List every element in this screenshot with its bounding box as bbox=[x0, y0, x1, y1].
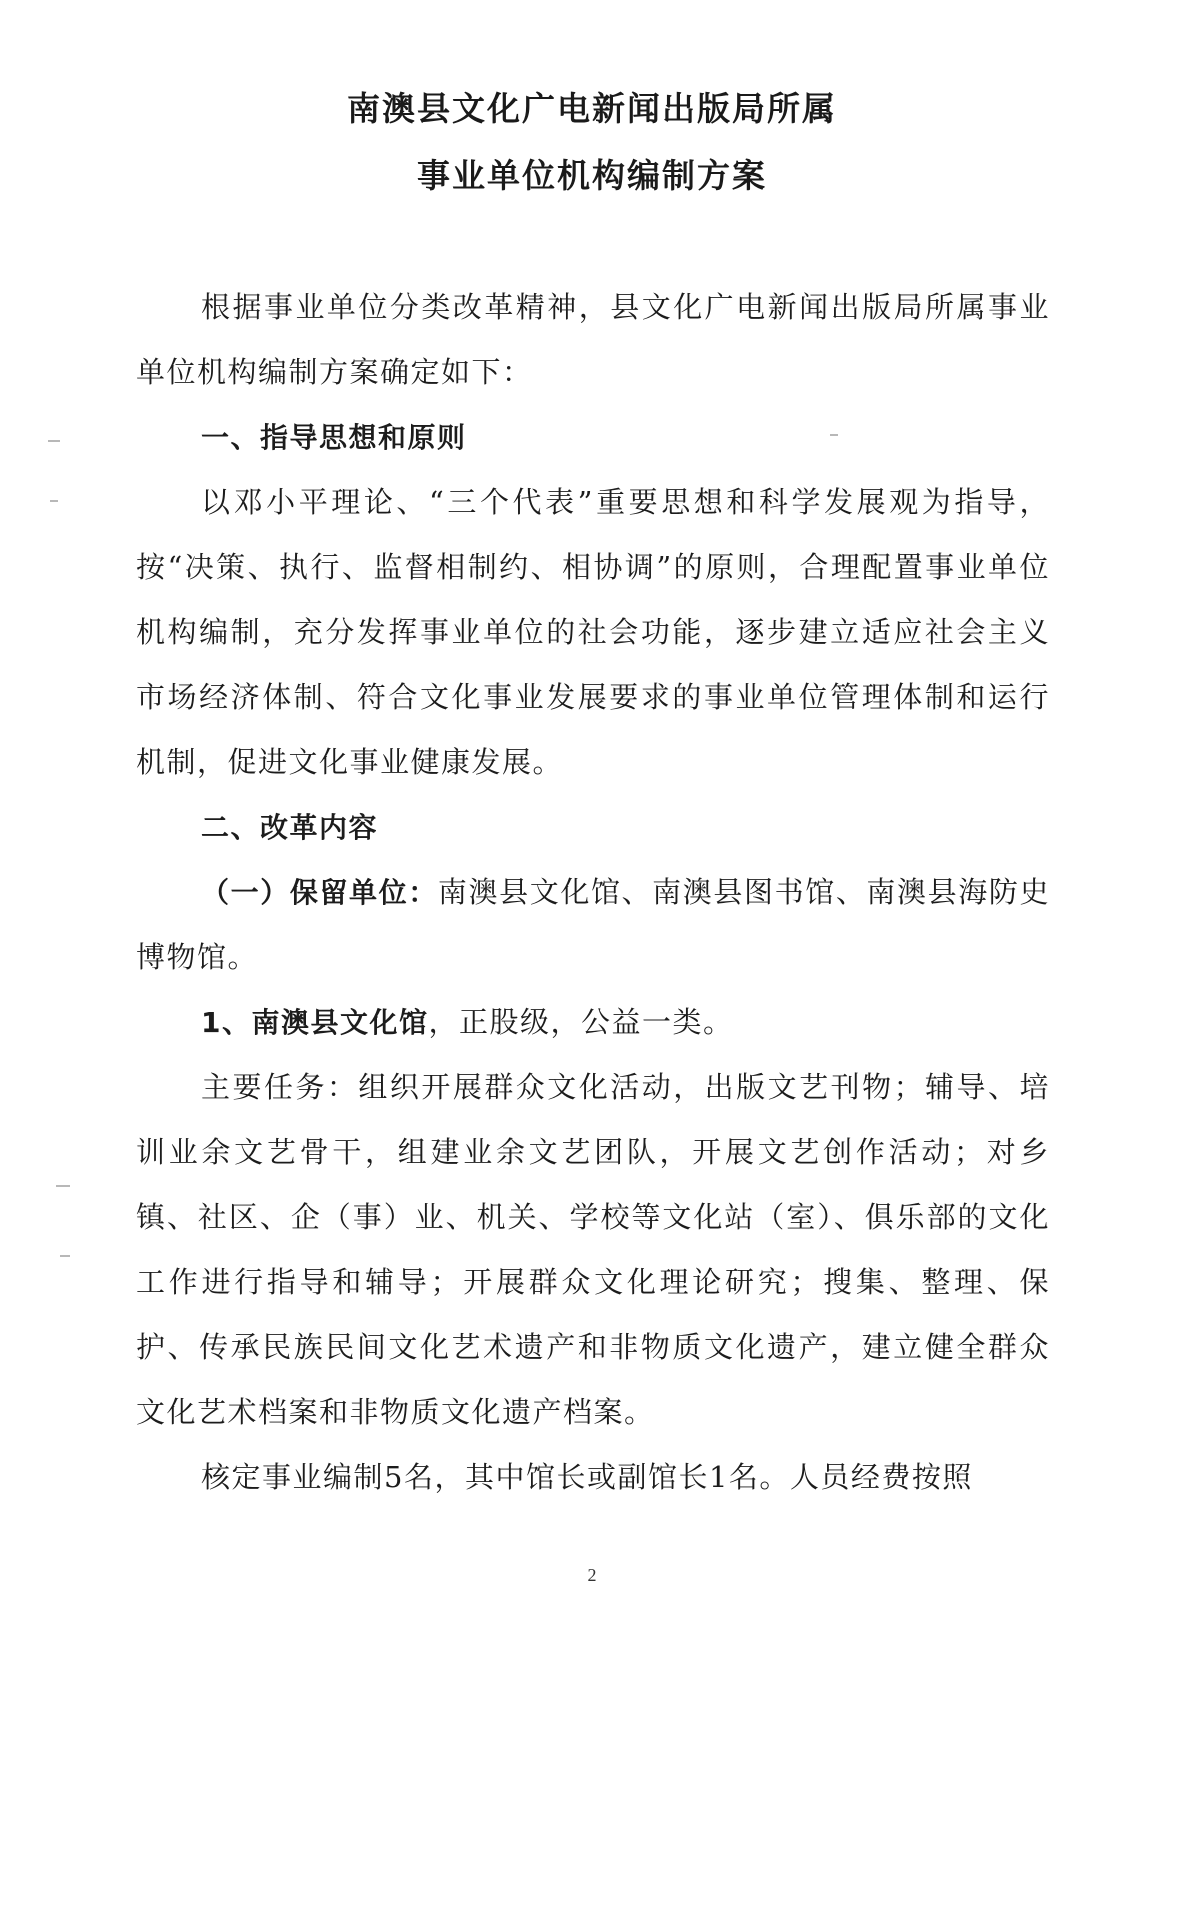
intro-paragraph: 根据事业单位分类改革精神，县文化广电新闻出版局所属事业单位机构编制方案确定如下： bbox=[136, 290, 1050, 389]
page-number: 2 bbox=[587, 1565, 597, 1585]
scan-speck bbox=[60, 1255, 70, 1257]
document-body bbox=[136, 275, 1050, 1510]
unit-1-tasks-paragraph: 主要任务：组织开展群众文化活动，出版文艺刊物；辅导、培训业余文艺骨干，组建业余文艺团队，开展文艺创作活动；对乡镇、社区、企（事）业、机关、学校等文化站（室）、俱乐部的文化工作进行指导和辅导；开展群众文化理论研究；搜集、整理、保护、传承民族民间文化艺术遗产和非物质文化遗产，建立健全群众文化艺术档案和非物质文化遗产档案。 bbox=[136, 1070, 1050, 1429]
retained-units-label: （一）保留单位： bbox=[201, 876, 438, 909]
unit-1-heading-paragraph bbox=[136, 990, 1050, 1055]
scan-speck bbox=[56, 1185, 70, 1187]
scan-speck bbox=[830, 434, 838, 436]
section-1-heading: 一、指导思想和原则 bbox=[201, 421, 467, 454]
section-1-paragraph: 以邓小平理论、“三个代表”重要思想和科学发展观为指导，按“决策、执行、监督相制约、相协调”的原则，合理配置事业单位机构编制，充分发挥事业单位的社会功能，逐步建立适应社会主义市场经济体制、符合文化事业发展要求的事业单位管理体制和运行机制，促进文化事业健康发展。 bbox=[136, 485, 1050, 779]
scan-speck bbox=[50, 500, 58, 502]
section-2-heading: 二、改革内容 bbox=[201, 811, 379, 844]
document-title-line-2: 事业单位机构编制方案 bbox=[417, 156, 767, 195]
unit-1-rank: ，正股级，公益一类。 bbox=[428, 1005, 734, 1039]
retained-units-list: 南澳县文化馆、南澳县图书馆、南澳县海防史博物馆。 bbox=[136, 875, 1050, 974]
retained-units-paragraph bbox=[136, 860, 1050, 990]
unit-1-name: 1、南澳县文化馆 bbox=[201, 1006, 429, 1039]
document-title-line-1: 南澳县文化广电新闻出版局所属 bbox=[347, 89, 837, 128]
unit-1-staffing-paragraph: 核定事业编制5名，其中馆长或副馆长1名。人员经费按照 bbox=[201, 1460, 973, 1494]
scan-speck bbox=[48, 440, 60, 442]
